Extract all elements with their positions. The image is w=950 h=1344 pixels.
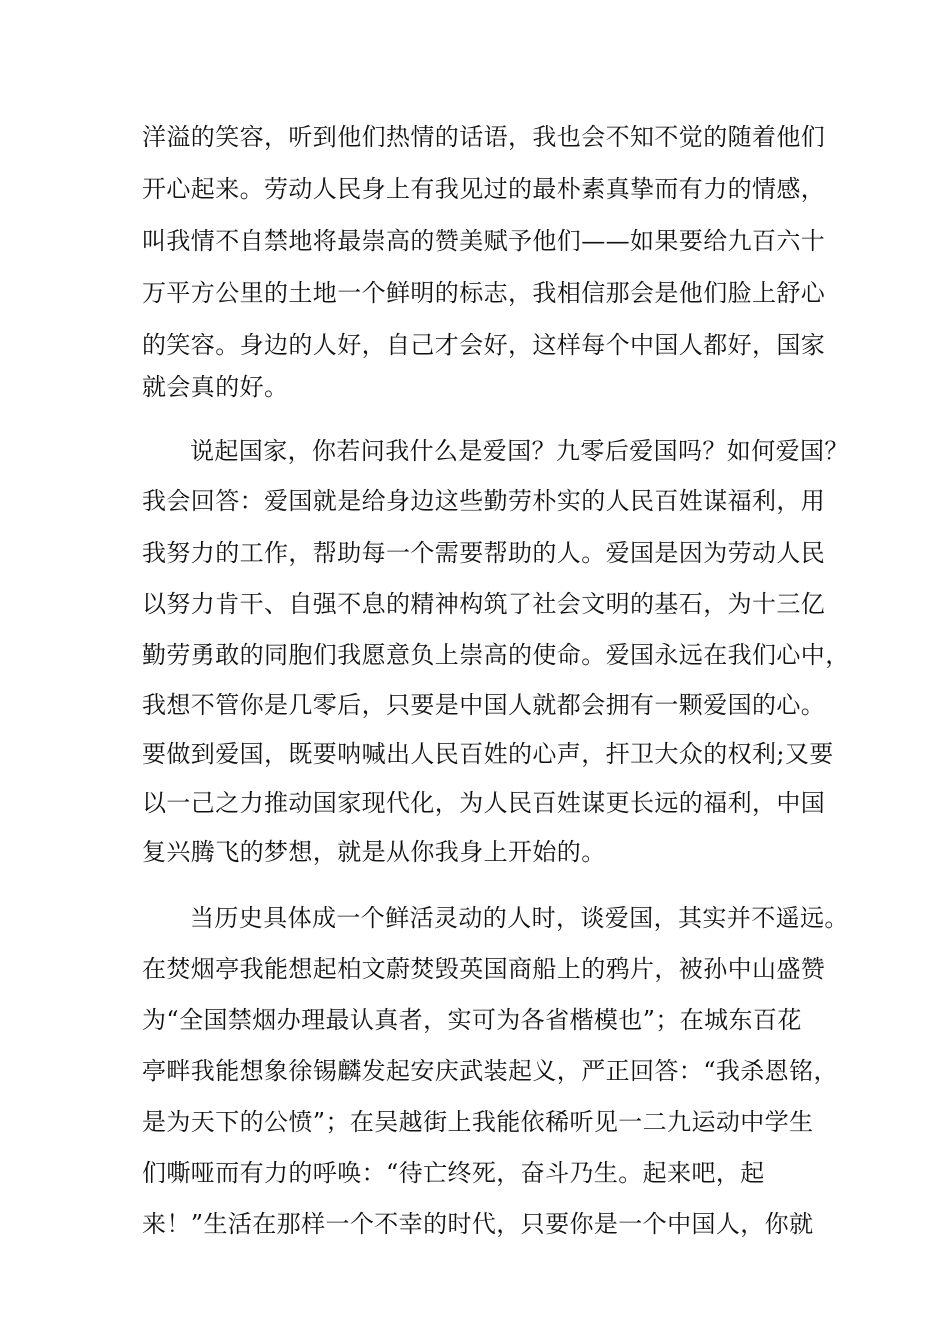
paragraph-first-line: 当历史具体成一个鲜活灵动的人时，谈爱国，其实并不遥远。 bbox=[190, 904, 849, 932]
text-line: 要做到爱国，既要呐喊出人民百姓的心声，扞卫大众的权利;又要 bbox=[142, 740, 834, 768]
text-line: 我会回答：爱国就是给身边这些勤劳朴实的人民百姓谋福利，用 bbox=[142, 487, 826, 515]
text-line: 我想不管你是几零后，只要是中国人就都会拥有一颗爱国的心。 bbox=[142, 691, 826, 719]
text-line: 复兴腾飞的梦想，就是从你我身上开始的。 bbox=[142, 838, 606, 866]
text-line: 以一己之力推动国家现代化，为人民百姓谋更长远的福利，中国 bbox=[142, 789, 826, 817]
text-line: 勤劳勇敢的同胞们我愿意负上崇高的使命。爱国永远在我们心中， bbox=[142, 641, 850, 669]
paragraph-first-line: 说起国家，你若问我什么是爱国？九零后爱国吗？如何爱国？ bbox=[190, 437, 849, 465]
text-line: 以努力肯干、自强不息的精神构筑了社会文明的基石，为十三亿 bbox=[142, 590, 826, 618]
text-line: 来！”生活在那样一个不幸的时代，只要你是一个中国人，你就 bbox=[142, 1210, 814, 1238]
text-line: 们嘶哑而有力的呼唤：“待亡终死，奋斗乃生。起来吧，起 bbox=[142, 1159, 765, 1187]
text-line: 为“全国禁烟办理最认真者，实可为各省楷模也”；在城东百花 bbox=[142, 1006, 802, 1034]
text-line: 洋溢的笑容，听到他们热情的话语，我也会不知不觉的随着他们 bbox=[142, 123, 826, 151]
text-line: 的笑容。身边的人好，自己才会好，这样每个中国人都好，国家 bbox=[142, 331, 826, 359]
text-line: 是为天下的公愤”；在吴越街上我能依稀听见一二九运动中学生 bbox=[142, 1108, 814, 1136]
text-line: 开心起来。劳动人民身上有我见过的最朴素真挚而有力的情感， bbox=[142, 175, 826, 203]
text-line: 叫我情不自禁地将最崇高的赞美赋予他们——如果要给九百六十 bbox=[142, 227, 826, 255]
text-line: 在焚烟亭我能想起柏文蔚焚毁英国商船上的鸦片，被孙中山盛赞 bbox=[142, 955, 826, 983]
text-line: 万平方公里的土地一个鲜明的标志，我相信那会是他们脸上舒心 bbox=[142, 279, 826, 307]
text-line: 就会真的好。 bbox=[142, 373, 289, 401]
text-line: 亭畔我能想象徐锡麟发起安庆武装起义，严正回答：“我杀恩铭， bbox=[142, 1057, 838, 1085]
text-line: 我努力的工作，帮助每一个需要帮助的人。爱国是因为劳动人民 bbox=[142, 539, 826, 567]
